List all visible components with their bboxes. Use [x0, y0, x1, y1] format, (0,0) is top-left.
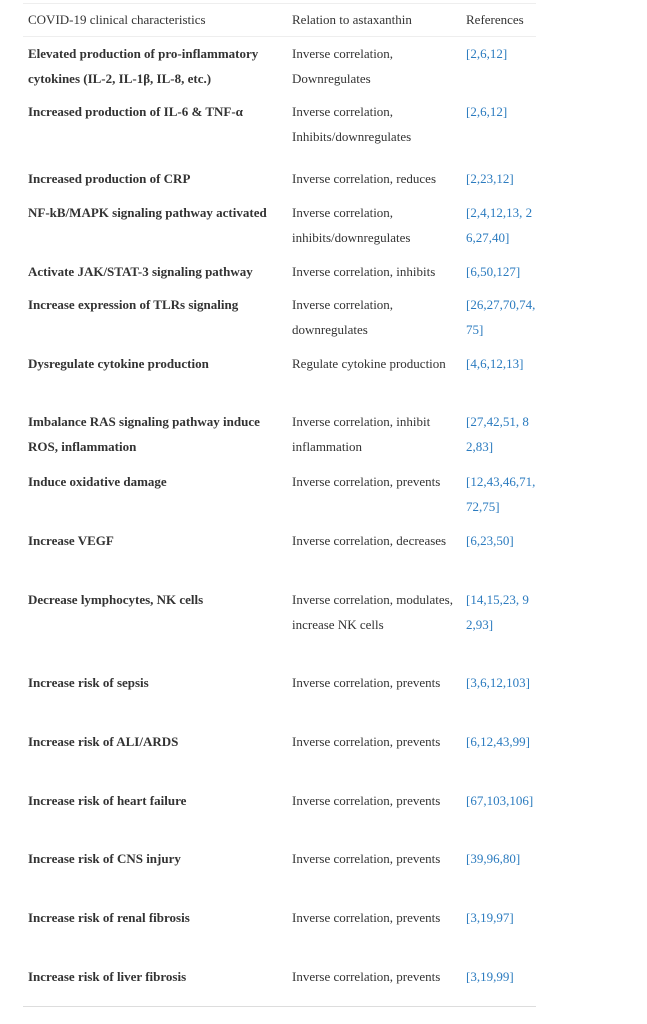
reference-link[interactable]: [39,96,80] [466, 851, 521, 866]
table-row [23, 960, 536, 1006]
relation-cell: Inverse correlation, prevents [292, 734, 441, 749]
characteristic-cell: Increase risk of ALI/ARDS [28, 734, 179, 749]
relation-cell: Inverse correlation, prevents [292, 793, 441, 808]
reference-link[interactable]: [67,103,106] [466, 793, 534, 808]
characteristic-cell: Increase risk of heart failure [28, 793, 187, 808]
relation-cell: Inverse correlation, prevents [292, 675, 441, 690]
characteristic-cell: Increase risk of sepsis [28, 675, 149, 690]
characteristic-cell: Imbalance RAS signaling pathway induce ROS, inflammation [28, 414, 260, 454]
table-row [23, 162, 536, 196]
reference-link[interactable]: [6,50,127] [466, 264, 521, 279]
relation-cell: Inverse correlation, inhibit inflammation [292, 414, 431, 454]
relation-cell: Inverse correlation, inhibits/downregulates [292, 205, 411, 245]
reference-link[interactable]: [6,23,50] [466, 533, 514, 548]
relation-cell: Regulate cytokine production [292, 356, 446, 371]
characteristic-cell: Increased production of CRP [28, 171, 191, 186]
relation-cell: Inverse correlation, prevents [292, 474, 441, 489]
relation-cell: Inverse correlation, reduces [292, 171, 437, 186]
table-row [23, 255, 536, 288]
characteristic-cell: Increased production of IL-6 & TNF-α [28, 104, 243, 119]
reference-link[interactable]: [26,27,70,74,75] [466, 297, 536, 337]
reference-link[interactable]: [3,6,12,103] [466, 675, 530, 690]
table-row [23, 288, 536, 347]
characteristic-cell: Increase risk of CNS injury [28, 851, 181, 866]
header-references: References [466, 12, 524, 27]
reference-link[interactable]: [6,12,43,99] [466, 734, 530, 749]
relation-cell: Inverse correlation, Inhibits/downregulates [292, 104, 412, 144]
table-row [23, 583, 536, 666]
characteristic-cell: Activate JAK/STAT-3 signaling pathway [28, 264, 253, 279]
characteristic-cell: Induce oxidative damage [28, 474, 167, 489]
reference-link[interactable]: [12,43,46,71,72,75] [466, 474, 536, 514]
table-row [23, 784, 536, 842]
characteristic-cell: Decrease lymphocytes, NK cells [28, 592, 204, 607]
table-row [23, 901, 536, 960]
relation-cell: Inverse correlation, prevents [292, 910, 441, 925]
relation-cell: Inverse correlation, inhibits [292, 264, 436, 279]
relation-cell: Inverse correlation, prevents [292, 969, 441, 984]
covid-astaxanthin-table [23, 3, 536, 1007]
relation-cell: Inverse correlation, prevents [292, 851, 441, 866]
table-row [23, 666, 536, 725]
reference-link[interactable]: [27,42,51, 82,83] [466, 414, 529, 454]
relation-cell: Inverse correlation, Downregulates [292, 46, 394, 86]
table-row [23, 465, 536, 524]
relation-cell: Inverse correlation, downregulates [292, 297, 394, 337]
table-row [23, 37, 536, 95]
characteristic-cell: Increase risk of renal fibrosis [28, 910, 190, 925]
table-row [23, 347, 536, 405]
characteristic-cell: Dysregulate cytokine production [28, 356, 209, 371]
characteristic-cell: Elevated production of pro-inflammatory cytokines (IL-2, IL-1β, IL-8, etc.) [28, 46, 259, 86]
relation-cell: Inverse correlation, modulates, increase NK cells [292, 592, 453, 632]
characteristic-cell: Increase risk of liver fibrosis [28, 969, 187, 984]
reference-link[interactable]: [2,23,12] [466, 171, 514, 186]
table-row [23, 842, 536, 901]
table-body [23, 37, 536, 1006]
characteristic-cell: NF-kB/MAPK signaling pathway activated [28, 205, 267, 220]
reference-link[interactable]: [3,19,97] [466, 910, 514, 925]
table-row [23, 524, 536, 583]
table-row [23, 196, 536, 255]
header-relation: Relation to astaxanthin [292, 12, 412, 27]
reference-link[interactable]: [2,6,12] [466, 104, 508, 119]
reference-link[interactable]: [2,4,12,13, 26,27,40] [466, 205, 533, 245]
table-row [23, 405, 536, 465]
characteristic-cell: Increase VEGF [28, 533, 114, 548]
relation-cell: Inverse correlation, decreases [292, 533, 447, 548]
reference-link[interactable]: [14,15,23, 92,93] [466, 592, 529, 632]
reference-link[interactable]: [2,6,12] [466, 46, 508, 61]
reference-link[interactable]: [4,6,12,13] [466, 356, 524, 371]
characteristic-cell: Increase expression of TLRs signaling [28, 297, 239, 312]
table-row [23, 725, 536, 784]
reference-link[interactable]: [3,19,99] [466, 969, 514, 984]
header-characteristics: COVID-19 clinical characteristics [28, 12, 206, 27]
table-row [23, 95, 536, 162]
table-header [23, 4, 536, 37]
